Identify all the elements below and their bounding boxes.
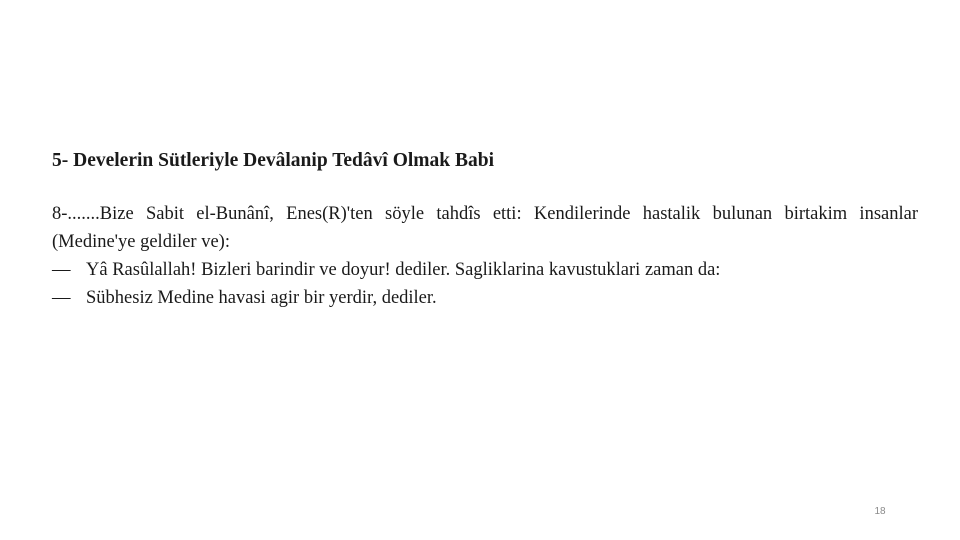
dialogue-dash: — [52, 288, 71, 308]
dialogue-dash: — [52, 260, 71, 280]
dialogue-line [52, 256, 918, 284]
dialogue-line [52, 284, 918, 312]
dialogue-text: Sübhesiz Medine havasi agir bir yerdir, dediler. [86, 288, 437, 308]
dialogue-text: Yâ Rasûlallah! Bizleri barindir ve doyur! dediler. Sagliklarina kavustuklari zaman da: [86, 260, 721, 280]
section-heading: 5- Develerin Sütleriyle Devâlanip Tedâvî Olmak Babi [52, 150, 495, 171]
narration-paragraph: 8-.......Bize Sabit el-Bunânî, Enes(R)'ten söyle tahdîs etti: Kendilerinde hastalik bulunan birtakim insanlar (Medine'ye geldiler ve): [52, 204, 918, 252]
page-number: 18 [874, 506, 886, 517]
document-body [52, 200, 918, 312]
